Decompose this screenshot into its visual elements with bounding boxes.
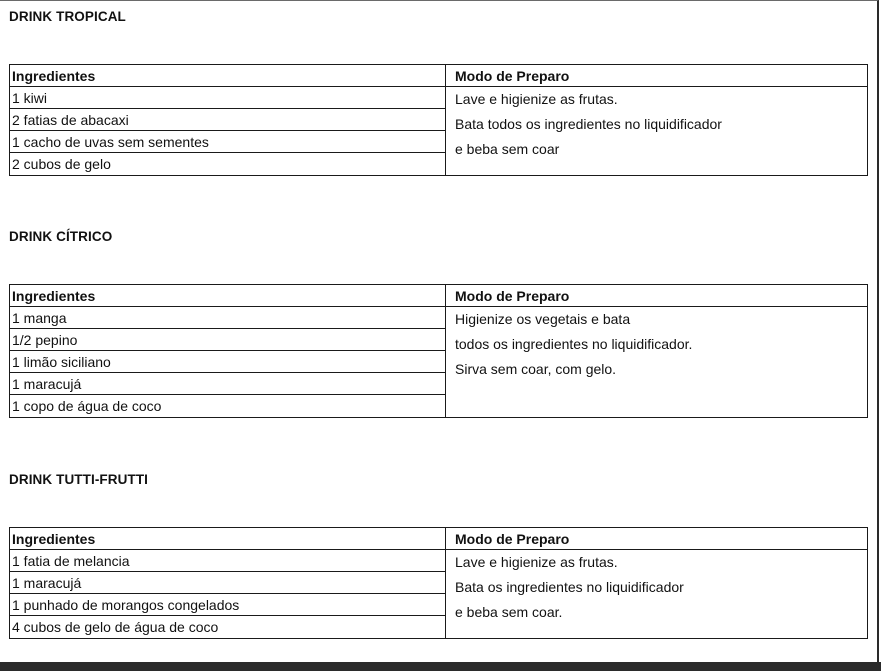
ingredient-item: 1/2 pepino <box>10 329 445 351</box>
ingredients-column <box>10 285 446 417</box>
prep-line: todos os ingredientes no liquidificador. <box>455 336 693 352</box>
ingredient-item: 1 kiwi <box>10 87 445 109</box>
prep-header: Modo de Preparo <box>446 285 867 307</box>
ingredient-item: 2 fatias de abacaxi <box>10 109 445 131</box>
recipe-table <box>9 527 868 639</box>
ingredients-header: Ingredientes <box>10 65 445 87</box>
ingredients-header: Ingredientes <box>10 285 445 307</box>
recipe-table <box>9 64 868 176</box>
drink-title: DRINK TUTTI-FRUTTI <box>9 472 149 487</box>
prep-line: Bata todos os ingredientes no liquidificador <box>455 116 722 132</box>
ingredient-item: 1 limão siciliano <box>10 351 445 373</box>
ingredient-item: 1 cacho de uvas sem sementes <box>10 131 445 153</box>
prep-line: Bata os ingredientes no liquidificador <box>455 579 684 595</box>
prep-line: Sirva sem coar, com gelo. <box>455 361 617 377</box>
drink-title: DRINK TROPICAL <box>9 9 126 24</box>
ingredient-item: 1 fatia de melancia <box>10 550 445 572</box>
prep-line: e beba sem coar. <box>455 604 563 620</box>
ingredients-column <box>10 528 446 638</box>
prep-line: e beba sem coar <box>455 141 560 157</box>
prep-column <box>446 65 867 175</box>
prep-column <box>446 285 867 417</box>
prep-column <box>446 528 867 638</box>
prep-line: Lave e higienize as frutas. <box>455 554 618 570</box>
prep-header: Modo de Preparo <box>446 528 867 550</box>
ingredient-item: 1 manga <box>10 307 445 329</box>
ingredient-item: 4 cubos de gelo de água de coco <box>12 619 219 635</box>
bottom-bar <box>0 662 881 671</box>
ingredients-header: Ingredientes <box>10 528 445 550</box>
ingredient-item: 1 punhado de morangos congelados <box>10 594 445 616</box>
drink-title: DRINK CÍTRICO <box>9 229 113 244</box>
recipe-table <box>9 284 868 418</box>
ingredients-column <box>10 65 446 175</box>
prep-line: Higienize os vegetais e bata <box>455 311 631 327</box>
prep-header: Modo de Preparo <box>446 65 867 87</box>
ingredient-item: 1 copo de água de coco <box>12 398 162 414</box>
ingredient-item: 1 maracujá <box>10 373 445 395</box>
prep-line: Lave e higienize as frutas. <box>455 91 618 107</box>
ingredient-item: 1 maracujá <box>10 572 445 594</box>
ingredient-item: 2 cubos de gelo <box>12 156 111 172</box>
